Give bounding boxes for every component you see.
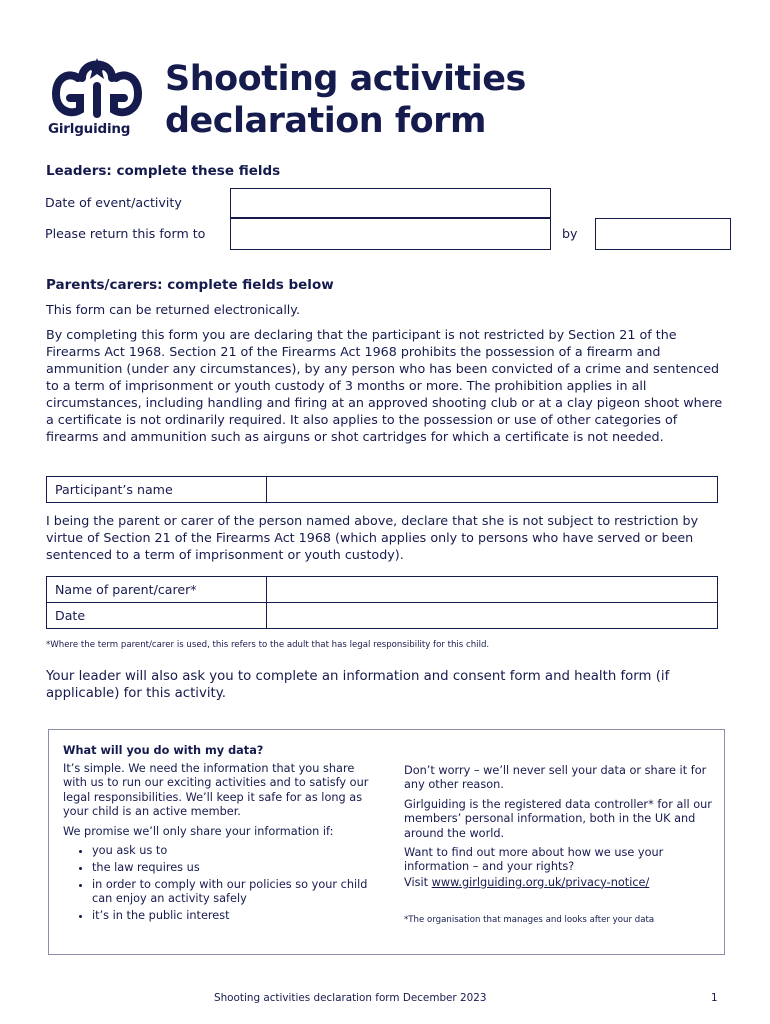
data-box-left-column xyxy=(63,762,373,926)
parent-statement: I being the parent or carer of the person named above, declare that she is not subject to restriction by virtue of Section 21 of the Firearms Act 1968 (which applies only to persons who have served or been sentenced to a term of imprisonment or youth custody). xyxy=(46,513,699,562)
privacy-visit-line xyxy=(404,876,714,890)
parent-date-field[interactable] xyxy=(267,603,718,629)
parent-date-label: Date xyxy=(47,603,267,629)
by-label: by xyxy=(562,226,578,241)
list-item: • in order to comply with our policies so your child can enjoy an activity safely xyxy=(92,878,373,907)
date-of-event-field[interactable] xyxy=(230,188,551,218)
participant-name-label: Participant’s name xyxy=(47,477,267,503)
date-of-event-label: Date of event/activity xyxy=(45,195,182,210)
data-find-out: Want to find out more about how we use your information – and your rights? xyxy=(404,846,664,874)
list-item: • the law requires us xyxy=(92,861,373,875)
by-date-field[interactable] xyxy=(595,218,731,250)
data-worry: Don’t worry – we’ll never sell your data or share it for any other reason. xyxy=(404,764,707,792)
declaration-paragraph: By completing this form you are declaring that the participant is not restricted by Section 21 of the Firearms Act 1968. Section 21 of the Firearms Act 1968 prohibits the possession of a firearm and ammunition (under any circumstances), by any person who has been convicted of a crime and sentenced to a term of imprisonment or youth custody of 3 months or more. The prohibition applies in all circumstances, including handling and firing at an approved shooting club or at a clay pigeon shoot where a certificate is not ordinarily required. It also applies to the possession or use of other categories of firearms and ammunition such as airguns or shot cartridges for which a certificate is not needed. xyxy=(46,327,723,444)
participant-name-field[interactable] xyxy=(267,477,718,503)
leader-note: Your leader will also ask you to complete an information and consent form and health form (if applicable) for this activity. xyxy=(46,669,670,701)
list-item: • you ask us to xyxy=(92,844,373,858)
title-line-2: declaration form xyxy=(165,101,486,141)
page-title xyxy=(165,58,526,142)
visit-prefix: Visit xyxy=(404,875,432,889)
table-row xyxy=(47,577,718,603)
brand-name: Girlguiding xyxy=(48,121,131,137)
data-box-heading: What will you do with my data? xyxy=(63,744,264,757)
footer-text: Shooting activities declaration form December 2023 xyxy=(214,992,487,1004)
data-privacy-box xyxy=(48,729,725,955)
privacy-notice-link[interactable]: www.girlguiding.org.uk/privacy-notice/ xyxy=(431,875,650,889)
return-to-label: Please return this form to xyxy=(45,226,206,241)
parent-name-field[interactable] xyxy=(267,577,718,603)
parents-heading: Parents/carers: complete fields below xyxy=(46,277,334,293)
parent-table xyxy=(46,576,718,629)
table-row xyxy=(47,477,718,503)
electronic-note: This form can be returned electronically. xyxy=(46,302,300,317)
data-box-right-column xyxy=(404,764,714,895)
title-line-1: Shooting activities xyxy=(165,59,526,99)
data-bullets xyxy=(63,844,373,924)
table-row xyxy=(47,603,718,629)
organisation-footnote: *The organisation that manages and looks after your data xyxy=(404,915,655,925)
list-item: • it’s in the public interest xyxy=(92,909,373,923)
leaders-heading: Leaders: complete these fields xyxy=(46,163,281,179)
parent-name-label: Name of parent/carer* xyxy=(47,577,267,603)
data-controller: Girlguiding is the registered data controller* for all our members’ personal information, both in the UK and around the world. xyxy=(404,797,712,840)
parent-carer-footnote: *Where the term parent/carer is used, this refers to the adult that has legal responsibility for this child. xyxy=(46,640,490,650)
participant-table xyxy=(46,476,718,503)
data-promise: We promise we’ll only share your information if: xyxy=(63,824,334,838)
return-to-field[interactable] xyxy=(230,218,551,250)
page-number: 1 xyxy=(711,992,718,1004)
data-intro: It’s simple. We need the information that you share with us to run our exciting activities and to satisfy our legal responsibilities. We’ll keep it safe for as long as your child is an active member. xyxy=(63,762,369,819)
